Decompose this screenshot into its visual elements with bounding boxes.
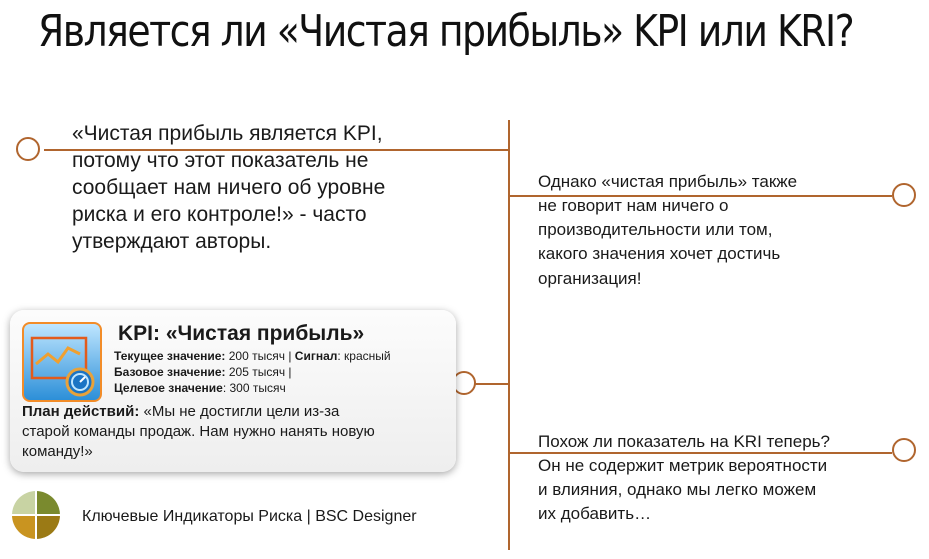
signal-label: Сигнал	[294, 349, 338, 363]
left-paragraph-line: риска и его контроле!» - часто	[72, 203, 367, 227]
right-paragraph-line: организация!	[538, 268, 642, 288]
right-paragraph-bottom	[538, 430, 908, 527]
right-paragraph-line: не говорит нам ничего о	[538, 196, 729, 216]
current-value-label: Текущее значение:	[114, 349, 226, 363]
right-paragraph-line: Он не содержит метрик вероятности	[538, 456, 828, 476]
right-paragraph-line: и влияния, однако мы легко можем	[538, 480, 817, 500]
target-value-label: Целевое значение	[114, 381, 223, 395]
right-paragraph-line: Однако «чистая прибыль» также	[538, 172, 798, 191]
base-value: 205 тысяч |	[225, 365, 292, 379]
target-value: : 300 тысяч	[222, 381, 286, 395]
right-paragraph-line: производительности или том,	[538, 220, 773, 240]
action-plan-text: «Мы не достигли цели из-за	[139, 403, 340, 420]
page-title: Является ли «Чистая прибыль» KPI или KRI?	[38, 6, 854, 57]
action-plan-text: команду!»	[22, 442, 93, 460]
right-paragraph-top	[538, 170, 868, 291]
bsc-designer-logo-icon	[12, 491, 60, 539]
kpi-current-line	[114, 349, 391, 363]
action-plan-label: План действий:	[22, 403, 140, 420]
bullet-circle-top-left	[16, 137, 40, 161]
right-paragraph-line: их добавить…	[538, 504, 652, 524]
kpi-title: KPI: «Чистая прибыль»	[118, 322, 365, 345]
center-vertical-line	[508, 120, 510, 550]
action-plan-text: старой команды продаж. Нам нужно нанять новую	[22, 422, 375, 440]
footer-caption: Ключевые Индикаторы Риска | BSC Designer	[82, 508, 417, 525]
left-paragraph-line: утверждают авторы.	[72, 230, 272, 254]
kpi-base-line	[114, 365, 292, 379]
right-paragraph-line: Похож ли показатель на KRI теперь?	[538, 432, 830, 451]
current-value: 200 тысяч |	[225, 349, 295, 363]
signal-value: : красный	[337, 349, 391, 363]
chart-gauge-icon	[22, 322, 102, 402]
bullet-circle-top-right	[892, 183, 916, 207]
action-plan	[22, 402, 442, 461]
kpi-card	[10, 310, 456, 472]
left-paragraph	[72, 120, 492, 255]
left-paragraph-line: сообщает нам ничего об уровне	[72, 176, 386, 200]
left-paragraph-line: «Чистая прибыль является KPI,	[72, 122, 383, 145]
right-paragraph-line: какого значения хочет достичь	[538, 244, 781, 264]
connector-line-card	[474, 383, 510, 385]
left-paragraph-line: потому что этот показатель не	[72, 149, 369, 173]
base-value-label: Базовое значение:	[114, 365, 226, 379]
kpi-target-line	[114, 381, 286, 395]
